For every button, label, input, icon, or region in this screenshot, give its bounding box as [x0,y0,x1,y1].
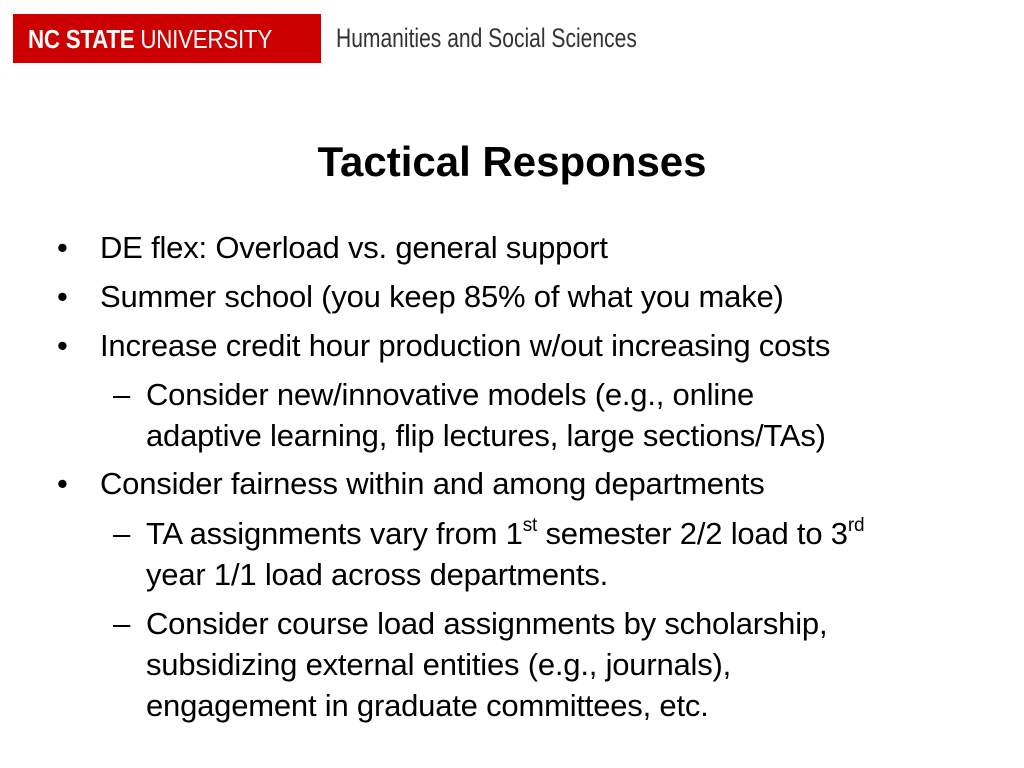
sub-bullet-ta-assignments-line2: year 1/1 load across departments. [146,557,609,592]
bullet-credit-hour: Increase credit hour production w/out increasing costs [100,328,831,363]
sub-bullet-marker: – [113,377,131,412]
sub-bullet-marker: – [113,606,131,641]
sub-bullet-course-load-line3: engagement in graduate committees, etc. [146,688,709,723]
bullet-marker: • [57,279,68,314]
sub-bullet-marker: – [113,516,131,551]
bullet-de-flex: DE flex: Overload vs. general support [100,230,608,265]
sub-bullet-course-load-line1: Consider course load assignments by scholarship, [146,606,828,641]
sub-bullet-innovative-models-line1: Consider new/innovative models (e.g., online [146,377,755,412]
bullet-summer-school: Summer school (you keep 85% of what you make) [100,279,784,314]
logo-regular-text: UNIVERSITY [140,23,272,54]
ta-text-part1: TA assignments vary from 1 [146,516,523,551]
bullet-marker: • [57,466,68,501]
ta-text-part2: semester 2/2 load to 3 [537,516,848,551]
bullet-fairness: Consider fairness within and among departments [100,466,765,501]
slide-title: Tactical Responses [317,138,707,185]
logo-bold-text: NC STATE [28,23,135,54]
sub-bullet-ta-assignments-line1 [146,514,864,554]
sub-bullet-innovative-models-line2: adaptive learning, flip lectures, large sections/TAs) [146,418,826,453]
department-name: Humanities and Social Sciences [336,23,637,53]
ta-sup-rd: rd [847,514,865,536]
sub-bullet-course-load-line2: subsidizing external entities (e.g., journals), [146,647,732,682]
ta-sup-st: st [522,514,538,536]
bullet-marker: • [57,328,68,363]
bullet-marker: • [57,230,68,265]
